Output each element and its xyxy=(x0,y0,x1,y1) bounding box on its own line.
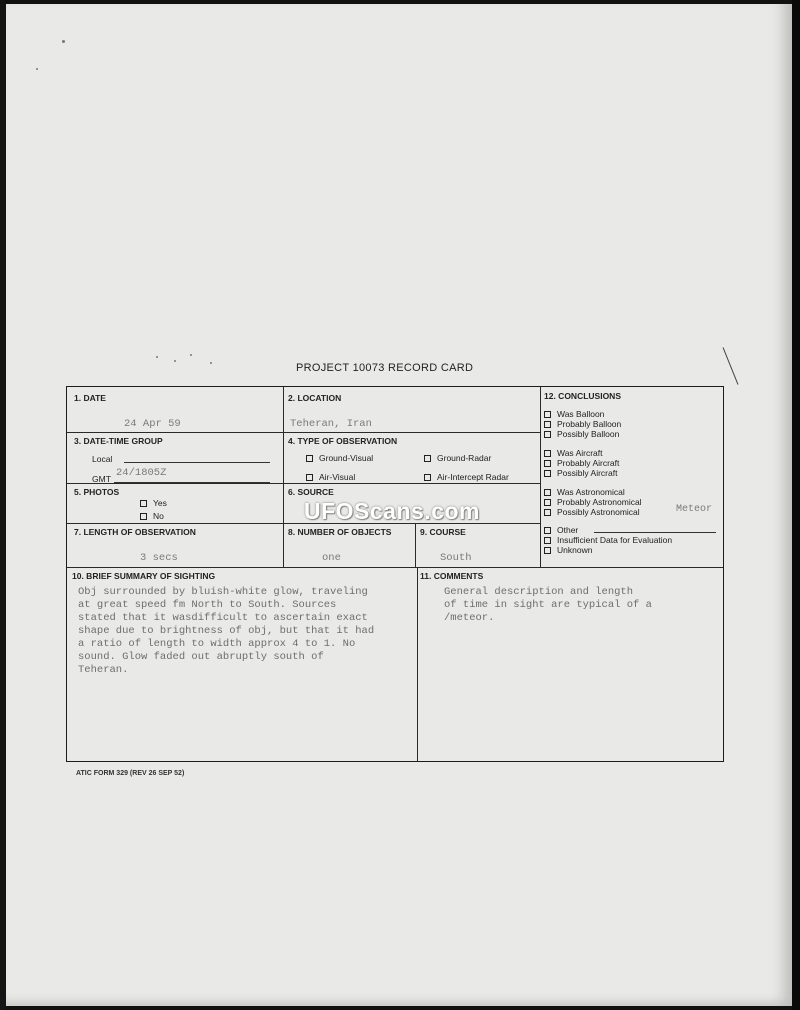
num-objects-label: 8. NUMBER OF OBJECTS xyxy=(288,527,392,537)
summary-line: a ratio of length to width approx 4 to 1. No xyxy=(78,638,356,650)
photos-option-no[interactable]: No xyxy=(140,511,164,521)
date-value: 24 Apr 59 xyxy=(124,418,181,430)
checkbox-icon xyxy=(544,527,551,534)
obs-option-air-visual[interactable]: Air-Visual xyxy=(306,472,355,482)
conclusion-unknown[interactable]: Unknown xyxy=(544,545,592,555)
dtg-gmt-value: 24/1805Z xyxy=(116,467,167,479)
summary-line: Teheran. xyxy=(78,664,129,676)
summary-line: shape due to brightness of obj, but that it had xyxy=(78,625,375,637)
conclusions-label: 12. CONCLUSIONS xyxy=(544,391,621,401)
conclusion-was-astronomical[interactable]: Was Astronomical xyxy=(544,487,625,497)
card-title: PROJECT 10073 RECORD CARD xyxy=(296,362,474,374)
comments-text xyxy=(444,586,652,625)
checkbox-icon xyxy=(544,537,551,544)
checkbox-icon xyxy=(544,421,551,428)
length-value: 3 secs xyxy=(140,552,178,564)
checkbox-icon xyxy=(544,499,551,506)
summary-line: at great speed fm North to South. Sources xyxy=(78,599,337,611)
obs-option-air-intercept-radar[interactable]: Air-Intercept Radar xyxy=(424,472,509,482)
comments-label: 11. COMMENTS xyxy=(420,571,484,581)
conclusion-probably-aircraft[interactable]: Probably Aircraft xyxy=(544,458,619,468)
scan-edge-right xyxy=(792,0,800,1010)
checkbox-icon xyxy=(544,470,551,477)
summary-label: 10. BRIEF SUMMARY OF SIGHTING xyxy=(72,571,216,581)
checkbox-icon xyxy=(544,450,551,457)
summary-line: Obj surrounded by bluish-white glow, traveling xyxy=(78,586,368,598)
length-label: 7. LENGTH OF OBSERVATION xyxy=(74,527,196,537)
conclusion-was-balloon[interactable]: Was Balloon xyxy=(544,409,604,419)
photos-option-yes[interactable]: Yes xyxy=(140,498,167,508)
conclusion-possibly-aircraft[interactable]: Possibly Aircraft xyxy=(544,468,617,478)
checkbox-icon xyxy=(424,455,431,462)
checkbox-icon xyxy=(306,474,313,481)
summary-line: sound. Glow faded out abruptly south of xyxy=(78,651,324,663)
conclusion-insufficient-data[interactable]: Insufficient Data for Evaluation xyxy=(544,535,672,545)
course-label: 9. COURSE xyxy=(420,527,466,537)
checkbox-icon xyxy=(544,509,551,516)
checkbox-icon xyxy=(424,474,431,481)
num-objects-value: one xyxy=(322,552,341,564)
source-label: 6. SOURCE xyxy=(288,487,334,497)
comments-line: /meteor. xyxy=(444,612,495,624)
conclusion-was-aircraft[interactable]: Was Aircraft xyxy=(544,448,603,458)
comments-line: of time in sight are typical of a xyxy=(444,599,652,611)
summary-line: stated that it wasdifficult to ascertain exact xyxy=(78,612,368,624)
comments-line: General description and length xyxy=(444,586,634,598)
observation-type-label: 4. TYPE OF OBSERVATION xyxy=(288,436,398,446)
checkbox-icon xyxy=(544,411,551,418)
photos-label: 5. PHOTOS xyxy=(74,487,120,497)
conclusion-other[interactable]: Other xyxy=(544,525,578,535)
conclusion-possibly-astronomical[interactable]: Possibly Astronomical xyxy=(544,507,640,517)
dtg-gmt-label: GMT xyxy=(92,474,111,484)
watermark: UFOScans.com xyxy=(304,498,480,524)
checkbox-icon xyxy=(544,431,551,438)
location-value: Teheran, Iran xyxy=(290,418,372,430)
conclusion-typed-note: Meteor xyxy=(676,504,713,515)
obs-option-ground-radar[interactable]: Ground-Radar xyxy=(424,453,491,463)
checkbox-icon xyxy=(306,455,313,462)
obs-option-ground-visual[interactable]: Ground-Visual xyxy=(306,453,373,463)
checkbox-icon xyxy=(544,460,551,467)
date-label: 1. DATE xyxy=(74,393,106,403)
checkbox-icon xyxy=(544,489,551,496)
dtg-local-label: Local xyxy=(92,454,113,464)
course-value: South xyxy=(440,552,472,564)
form-number: ATIC FORM 329 (REV 26 SEP 52) xyxy=(76,770,185,777)
conclusion-probably-astronomical[interactable]: Probably Astronomical xyxy=(544,497,642,507)
checkbox-icon xyxy=(544,547,551,554)
location-label: 2. LOCATION xyxy=(288,393,342,403)
checkbox-icon xyxy=(140,500,147,507)
checkbox-icon xyxy=(140,513,147,520)
dtg-label: 3. DATE-TIME GROUP xyxy=(74,436,163,446)
conclusion-possibly-balloon[interactable]: Possibly Balloon xyxy=(544,429,619,439)
conclusion-probably-balloon[interactable]: Probably Balloon xyxy=(544,419,621,429)
summary-text xyxy=(78,586,374,677)
